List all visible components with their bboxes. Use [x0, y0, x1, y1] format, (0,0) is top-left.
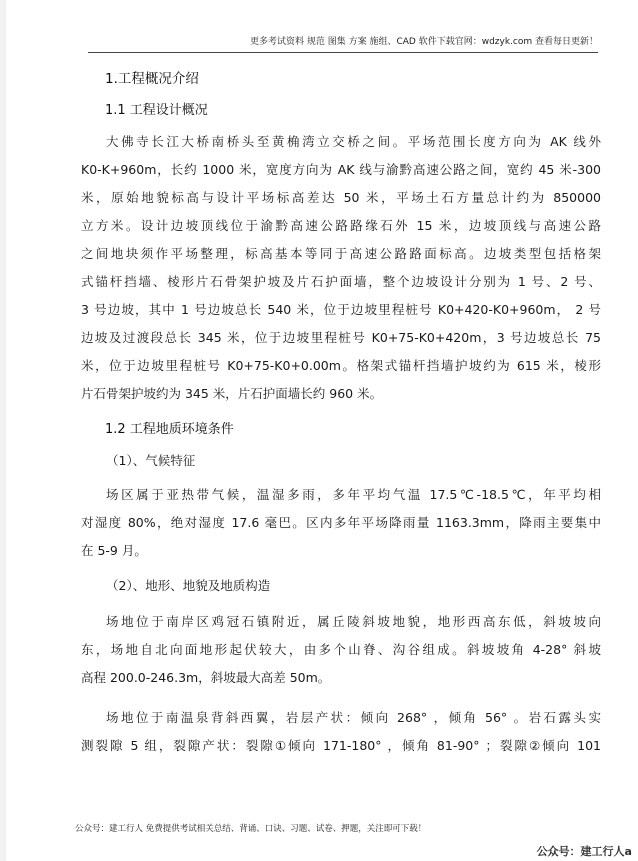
page-header: 更多考试资料 规范 图集 方案 施组、CAD 软件下载官网：wdzyk.com 查看每日更新！ — [250, 37, 598, 47]
design-line: 片石骨架护坡约为 345 米，片石护面墙长约 960 米。 — [81, 386, 383, 401]
page-footer: 公众号：建工行人 免费提供考试相关总结、背诵、口诀、习题、试卷、押题，关注即可下载！ — [75, 824, 427, 834]
header-rule — [88, 52, 598, 53]
design-line: 大佛寺长江大桥南桥头至黄桷湾立交桥之间。平场范围长度方向为 AK 线外 — [106, 134, 601, 149]
section-title: 1.工程概况介绍 — [105, 71, 199, 87]
design-line: K0-K+960m，长约 1000 米，宽度方向为 AK 线与渝黔高速公路之间，宽约 45 米-300 — [81, 162, 601, 177]
terrain-title: （2）、地形、地貌及地质构造 — [106, 578, 271, 593]
terrain-line: 场地位于南温泉背斜西翼，岩层产状：倾向 268° ，倾角 56° 。岩石露头实 — [106, 710, 601, 725]
climate-line: 场区属于亚热带气候，温湿多雨，多年平均气温 17.5℃-18.5℃，年平均相 — [106, 487, 601, 502]
design-line: 米，原始地貌标高与设计平场标高差达 50 米，平场土石方量总计约为 850000 — [81, 190, 601, 205]
terrain-line: 测裂隙 5 组，裂隙产状：裂隙①倾向 171-180° ，倾角 81-90° ；裂隙②倾向 101 — [81, 738, 601, 753]
climate-line: 对湿度 80%，绝对湿度 17.6 毫巴。区内多年平场降雨量 1163.3mm，降雨主要集中 — [81, 515, 601, 530]
design-line: 之间地块须作平场整理，标高基本等同于高速公路路面标高。边坡类型包括格架 — [81, 246, 601, 261]
watermark: 公众号：建工行人a — [536, 845, 632, 858]
terrain-line: 东，场地自北向面地形起伏较大，由多个山脊、沟谷组成。斜坡坡角 4-28° 斜坡 — [81, 642, 601, 657]
terrain-line: 高程 200.0-246.3m，斜坡最大高差 50m。 — [81, 670, 331, 685]
design-line: 3 号边坡，其中 1 号边坡总长 540 米，位于边坡里程桩号 K0+420-K0+960m， 2 号 — [81, 302, 601, 317]
climate-line: 在 5-9 月。 — [81, 543, 147, 558]
design-line: 米，位于边坡里程桩号 K0+75-K0+0.00m。格架式锚杆挡墙护坡约为 615 米，棱形 — [81, 358, 601, 373]
climate-title: （1）、气候特征 — [106, 453, 196, 468]
geology-heading: 1.2 工程地质环境条件 — [105, 422, 234, 437]
page-edge — [0, 0, 6, 861]
design-line: 式锚杆挡墙、棱形片石骨架护坡及片石护面墙，整个边坡设计分别为 1 号、2 号、 — [81, 274, 601, 289]
design-line: 边坡及过渡段总长 345 米，位于边坡里程桩号 K0+75-K0+420m，3 号边坡总长 75 — [81, 330, 601, 345]
design-line: 立方米。设计边坡顶线位于渝黔高速公路路缘石外 15 米，边坡顶线与高速公路 — [81, 218, 601, 233]
design-heading: 1.1 工程设计概况 — [105, 103, 208, 118]
terrain-line: 场地位于南岸区鸡冠石镇附近，属丘陵斜坡地貌，地形西高东低，斜坡坡向 — [106, 614, 601, 629]
